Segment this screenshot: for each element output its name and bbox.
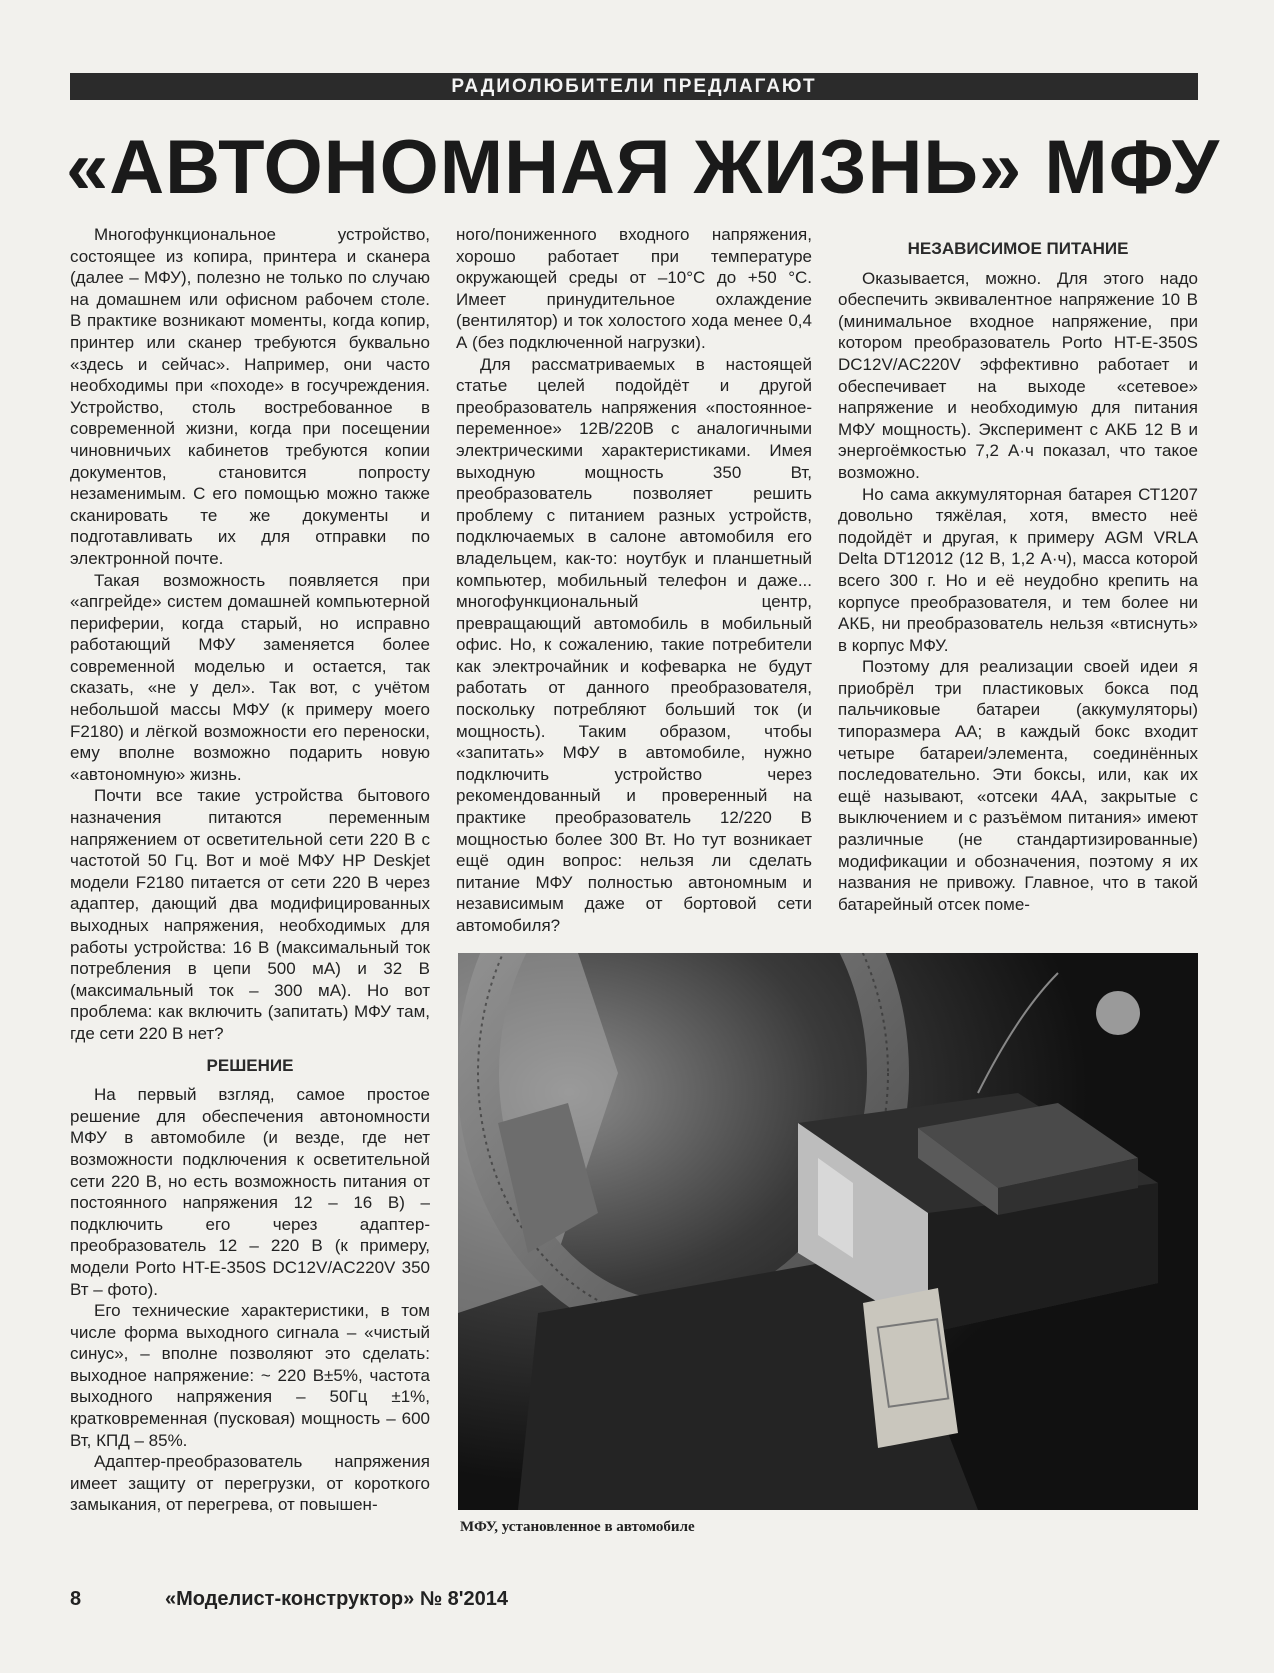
- page-number: 8: [70, 1588, 82, 1610]
- paragraph: На первый взгляд, самое простое решение для обеспечения автономности МФУ в автомобиле (и везде, где нет возможности подключения к осветительной сети 220 В, но есть возможность питания от постоянного напряжения 12 – 16 В) – подключить его через адаптер-преобразователь 12 – 220 В (к примеру, модели Porto HT-E-350S DC12V/AC220V 350 Вт – фото).: [70, 1085, 430, 1299]
- photo-caption: МФУ, установленное в автомобиле: [460, 1519, 695, 1535]
- paragraph: Его технические характеристики, в том числе форма выходного сигнала – «чистый синус», – вполне позволяют это сделать: выходное напряжение: ~ 220 В±5%, частота выходного напряжения – 50Гц ±1%, кратковременная (пусковая) мощность – 600 Вт, КПД – 85%.: [70, 1301, 430, 1450]
- article-photo: [458, 953, 1198, 1510]
- subheading-independent-power: НЕЗАВИСИМОЕ ПИТАНИЕ: [907, 239, 1129, 258]
- paragraph: Поэтому для реализации своей идеи я приобрёл три пластиковых бокса под пальчиковые батареи (аккумуляторы) типоразмера АА; в каждый бокс входит четыре батареи/элемента, соединённых последовательно. Эти боксы, или, как их ещё называют, «отсеки 4АА, закрытые с выключением и с разъёмом питания» имеют различные (не стандартизированные) модификации и обозначения, поэтому я их названия не привожу. Главное, что в такой батарейный отсек поме-: [838, 657, 1198, 914]
- mfp-in-car-photo: [458, 953, 1198, 1510]
- paragraph: Для рассматриваемых в настоящей статье целей подойдёт и другой преобразователь напряжения «постоянное-переменное» 12В/220В с аналогичными электрическими характеристиками. Имея выходную мощность 350 Вт, преобразователь позволяет решить проблему с питанием разных устройств, подключаемых в салоне автомобиля его владельцем, как-то: ноутбук и планшетный компьютер, мобильный телефон и даже... многофункциональный центр, превращающий автомобиль в мобильный офис. Но, к сожалению, такие потребители как электрочайник и кофеварка не будут работать от данного преобразователя, поскольку потребляют больший ток (и мощность). Таким образом, чтобы «запитать» МФУ в автомобиле, нужно подключить устройство через рекомендованный и проверенный на практике преобразователь 12/220 В мощностью более 300 Вт. Но тут возникает ещё один вопрос: нельзя ли сделать питание МФУ полностью автономным и независимым даже от бортовой сети автомобиля?: [456, 354, 812, 935]
- paragraph: Многофункциональное устройство, состоящее из копира, принтера и сканера (далее – МФУ), полезно не только по случаю на домашнем или офисном рабочем столе. В практике возникают моменты, когда копир, принтер или сканер требуются буквально «здесь и сейчас». Например, они часто необходимы при «походе» в госучреждения. Устройство, столь востребованное в современной жизни, когда при посещении чиновничьих кабинетов требуются копии документов, становится попросту незаменимым. С его помощью можно также сканировать те же документы и подготавливать их для отправки по электронной почте.: [70, 225, 430, 568]
- paragraph: Почти все такие устройства бытового назначения питаются переменным напряжением от осветительной сети 220 В с частотой 50 Гц. Вот и моё МФУ HP Deskjet модели F2180 питается от сети 220 В через адаптер, дающий два модифицированных выходных напряжения, необходимых для работы устройства: 16 В (максимальный ток потребления в цепи 500 мА) и 32 В (максимальный ток – 300 мА). Но вот проблема: как включить (запитать) МФУ там, где сети 220 В нет?: [70, 786, 430, 1043]
- paragraph: ного/пониженного входного напряжения, хорошо работает при температуре окружающей среды от –10°С до +50 °С. Имеет принудительное охлаждение (вентилятор) и ток холостого хода менее 0,4 А (без подключенной нагрузки).: [456, 225, 812, 352]
- magazine-issue: «Моделист-конструктор» № 8'2014: [165, 1588, 509, 1610]
- paragraph: Такая возможность появляется при «апгрейде» систем домашней компьютерной периферии, когда старый, но исправно работающий МФУ заменяется более современной моделью и остается, так сказать, «не у дел». Так вот, с учётом небольшой массы МФУ (к примеру моего F2180) и лёгкой возможности его переноски, ему вполне возможно подарить новую «автономную» жизнь.: [70, 570, 430, 784]
- paragraph: Адаптер-преобразователь напряжения имеет защиту от перегрузки, от короткого замыкания, от перегрева, от повышен-: [70, 1452, 430, 1515]
- article-column-3: [838, 224, 1198, 915]
- subheading-solution: РЕШЕНИЕ: [206, 1055, 294, 1075]
- paragraph: Оказывается, можно. Для этого надо обеспечить эквивалентное напряжение 10 В (минимальное входное напряжение, при котором преобразователь Porto HT-E-350S DC12V/AC220V эффективно работает и обеспечивает на выходе «сетевое» напряжение и необходимую для питания МФУ мощность). Эксперимент с АКБ 12 В и энергоёмкостью 7,2 А·ч показал, что такое возможно.: [838, 268, 1198, 482]
- article-title: «АВТОНОМНАЯ ЖИЗНЬ» МФУ: [66, 125, 1220, 210]
- article-column-2: [456, 224, 812, 937]
- section-header-bar: РАДИОЛЮБИТЕЛИ ПРЕДЛАГАЮТ: [70, 73, 1198, 100]
- article-column-1: [70, 224, 430, 1516]
- paragraph: Но сама аккумуляторная батарея СТ1207 довольно тяжёлая, хотя, вместо неё подойдёт и другая, к примеру AGM VRLA Delta DT12012 (12 В, 1,2 А·ч), масса которой всего 300 г. Но и её неудобно крепить на корпусе преобразователя, и тем более ни АКБ, ни преобразователь нельзя «втиснуть» в корпус МФУ.: [838, 484, 1198, 655]
